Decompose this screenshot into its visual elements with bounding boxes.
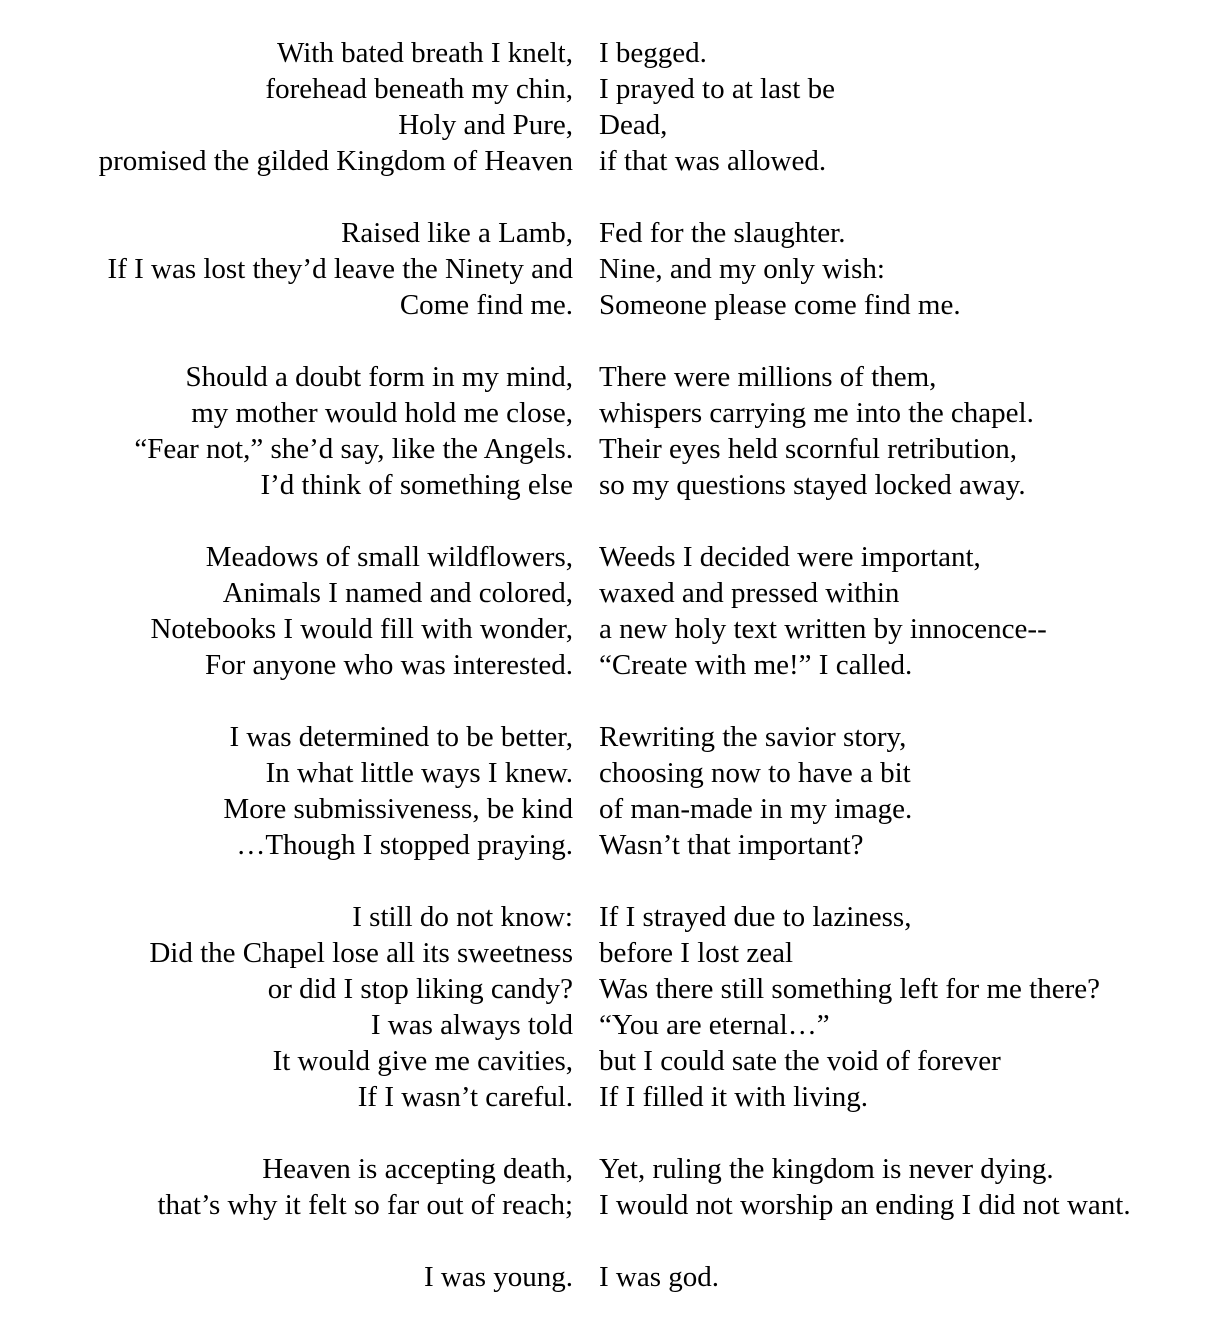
left-column-text: If I wasn’t careful. [357,1081,573,1113]
left-column-text: I was determined to be better, [229,721,573,753]
left-column-text: I was always told [370,1009,573,1041]
poem-line [0,827,1214,863]
poem-line [0,1187,1214,1223]
right-column-text: a new holy text written by innocence-- [599,613,1047,645]
poem-line [0,431,1214,467]
left-column-text: With bated breath I knelt, [277,37,573,69]
right-column-text: of man-made in my image. [599,793,913,825]
right-column-text: I prayed to at last be [599,73,835,105]
stanza [0,359,1214,503]
poem-line [0,935,1214,971]
poem-line [0,287,1214,323]
right-column-text: whispers carrying me into the chapel. [599,397,1034,429]
poem-line [0,791,1214,827]
right-column-text: “Create with me!” I called. [599,649,913,681]
right-column-text: If I strayed due to laziness, [599,901,912,933]
left-column-text: that’s why it felt so far out of reach; [157,1189,573,1221]
poem-line [0,359,1214,395]
poem-line [0,719,1214,755]
stanza [0,1259,1214,1295]
poem-line [0,71,1214,107]
poem-line [0,1043,1214,1079]
left-column-text: “Fear not,” she’d say, like the Angels. [134,433,573,465]
left-column-text: or did I stop liking candy? [267,973,573,1005]
stanza [0,719,1214,863]
right-column-text: if that was allowed. [599,145,827,177]
left-column-text: Meadows of small wildflowers, [205,541,573,573]
right-column-text: waxed and pressed within [599,577,900,609]
poem-line [0,395,1214,431]
right-column-text: choosing now to have a bit [599,757,911,789]
right-column-text: “You are eternal…” [599,1009,830,1041]
right-column-text: If I filled it with living. [599,1081,869,1113]
poem-line [0,143,1214,179]
left-column-text: forehead beneath my chin, [265,73,573,105]
left-column-text: Should a doubt form in my mind, [185,361,573,393]
right-column-text: Weeds I decided were important, [599,541,981,573]
poem-line [0,1007,1214,1043]
left-column-text: Animals I named and colored, [222,577,573,609]
left-column-text: promised the gilded Kingdom of Heaven [98,145,573,177]
left-column-text: I’d think of something else [260,469,573,501]
right-column-text: Rewriting the savior story, [599,721,907,753]
poem-line [0,971,1214,1007]
left-column-text: Did the Chapel lose all its sweetness [149,937,573,969]
left-column-text: Come find me. [399,289,573,321]
left-column-text: Holy and Pure, [398,109,573,141]
poem-line [0,251,1214,287]
left-column-text: If I was lost they’d leave the Ninety and [107,253,573,285]
poem-line [0,107,1214,143]
right-column-text: I would not worship an ending I did not want. [599,1189,1131,1221]
poem-line [0,575,1214,611]
poem-line [0,647,1214,683]
left-column-text: my mother would hold me close, [191,397,573,429]
poem-line [0,1259,1214,1295]
right-column-text: Dead, [599,109,668,141]
left-column-text: Raised like a Lamb, [341,217,573,249]
poem-line [0,755,1214,791]
poem-line [0,35,1214,71]
left-column-text: It would give me cavities, [272,1045,573,1077]
right-column-text: Someone please come find me. [599,289,961,321]
stanza [0,215,1214,323]
right-column-text: Their eyes held scornful retribution, [599,433,1017,465]
left-column-text: …Though I stopped praying. [236,829,573,861]
poem-line [0,611,1214,647]
left-column-text: Notebooks I would fill with wonder, [150,613,573,645]
poem-line [0,1079,1214,1115]
left-column-text: In what little ways I knew. [265,757,573,789]
right-column-text: but I could sate the void of forever [599,1045,1001,1077]
poem-line [0,1151,1214,1187]
left-column-text: Heaven is accepting death, [262,1153,573,1185]
right-column-text: Nine, and my only wish: [599,253,885,285]
left-column-text: I still do not know: [352,901,573,933]
stanza [0,1151,1214,1223]
right-column-text: Yet, ruling the kingdom is never dying. [599,1153,1054,1185]
poem-line [0,539,1214,575]
right-column-text: before I lost zeal [599,937,794,969]
right-column-text: I begged. [599,37,707,69]
stanza [0,539,1214,683]
stanza [0,35,1214,179]
right-column-text: Was there still something left for me there? [599,973,1100,1005]
right-column-text: Wasn’t that important? [599,829,864,861]
stanza [0,899,1214,1115]
poem [0,35,1214,1331]
left-column-text: For anyone who was interested. [204,649,573,681]
right-column-text: There were millions of them, [599,361,937,393]
poem-line [0,467,1214,503]
poem-line [0,899,1214,935]
right-column-text: I was god. [599,1261,720,1293]
right-column-text: so my questions stayed locked away. [599,469,1026,501]
left-column-text: I was young. [423,1261,573,1293]
poem-line [0,215,1214,251]
left-column-text: More submissiveness, be kind [223,793,573,825]
right-column-text: Fed for the slaughter. [599,217,846,249]
